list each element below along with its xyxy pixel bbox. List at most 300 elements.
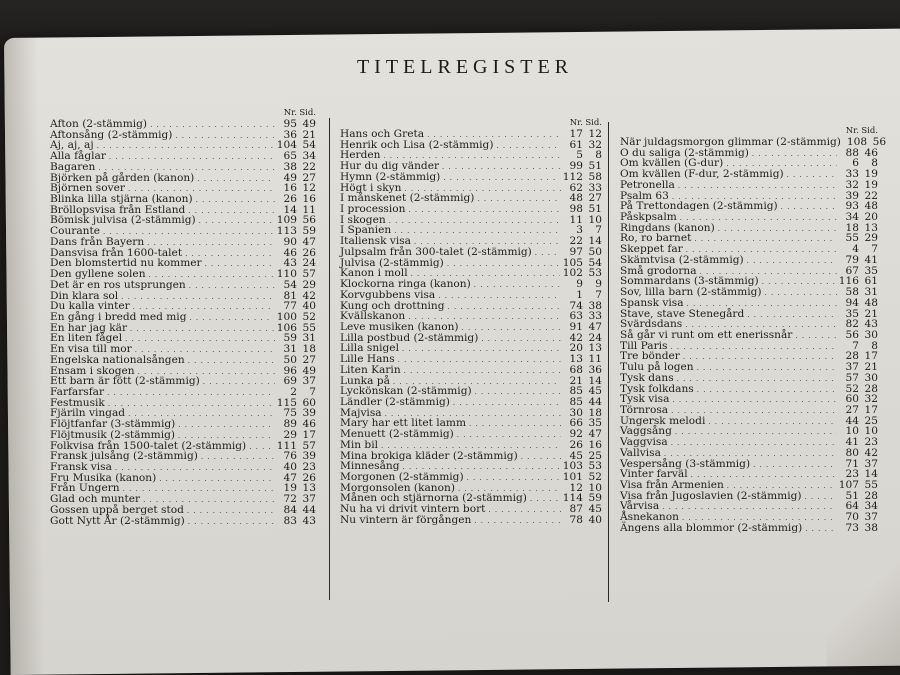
entry-title: I skogen: [340, 213, 386, 226]
dot-leader: [107, 387, 275, 398]
entry-page: 59: [302, 225, 316, 238]
index-column-3: [620, 126, 887, 534]
entry-page: 31: [864, 286, 878, 299]
entry-title: Ungersk melodi: [620, 414, 706, 427]
entry-number: 41: [845, 436, 859, 449]
entry-number: 39: [845, 189, 859, 202]
entry-number: 11: [569, 213, 583, 226]
entry-title: Festmusik: [50, 396, 105, 409]
entry-number: 18: [845, 221, 859, 234]
entry-number: 64: [845, 500, 859, 513]
entry-number: 75: [283, 407, 297, 420]
entry-title: Åsnekanon: [620, 511, 679, 524]
entry-title: Den gyllene solen: [50, 268, 146, 281]
dot-leader: [448, 301, 561, 312]
dot-leader: [697, 384, 837, 395]
entry-title: I procession: [340, 203, 406, 216]
index-entry: [620, 523, 878, 534]
sid-header: Sid.: [585, 118, 602, 128]
entry-number: 57: [845, 371, 859, 384]
dot-leader: [130, 323, 274, 334]
entry-number: 48: [569, 192, 583, 205]
entry-number: 10: [845, 425, 859, 438]
entry-title: Vaggvisa: [620, 436, 668, 449]
dot-leader: [474, 515, 561, 526]
entry-page: 28: [864, 382, 878, 395]
entry-title: Courante: [50, 225, 101, 238]
entry-title: Ländler (2-stämmig): [340, 395, 450, 408]
entry-page: 51: [588, 160, 602, 173]
entry-number: 4: [852, 243, 859, 256]
entry-number: 55: [845, 232, 859, 245]
entry-number: 67: [845, 264, 859, 277]
page-title: TITELREGISTER: [356, 56, 574, 78]
dot-leader: [199, 215, 274, 226]
entry-page: 39: [302, 407, 316, 420]
entry-title: Herden: [340, 149, 381, 162]
entry-page: 21: [302, 128, 316, 141]
entry-title: Skämtvisa (2-stämmig): [620, 253, 744, 266]
dot-leader: [121, 291, 275, 302]
dot-leader: [197, 173, 275, 184]
entry-title: Tysk folkdans: [620, 382, 694, 395]
dot-leader: [453, 397, 561, 408]
entry-number: 59: [283, 332, 297, 345]
entry-number: 93: [845, 200, 859, 213]
entry-title: Lille Hans: [340, 353, 395, 366]
dot-leader: [662, 501, 837, 512]
entry-number: 88: [845, 146, 859, 159]
entry-number: 102: [562, 267, 583, 280]
entry-title: Majvisa: [340, 406, 382, 419]
entry-title: Det är en ros utsprungen: [50, 278, 186, 291]
dot-leader: [438, 290, 561, 301]
entry-number: 66: [569, 417, 583, 430]
entry-page: 48: [864, 200, 878, 213]
entry-number: 73: [845, 521, 859, 534]
entry-number: 9: [576, 278, 583, 291]
entry-page: 57: [302, 268, 316, 281]
dot-leader: [389, 215, 561, 226]
entry-title: Skeppet far: [620, 243, 683, 256]
entry-title: Visa från Jugoslavien (2-stämmig): [620, 489, 802, 502]
entry-number: 46: [283, 246, 297, 259]
entry-title: Björken på gården (kanon): [50, 171, 195, 184]
dot-leader: [481, 333, 561, 344]
dot-leader: [457, 429, 561, 440]
entry-page: 47: [588, 320, 602, 333]
entry-title: Från Ungern: [50, 482, 120, 495]
entry-page: 21: [864, 307, 878, 320]
entry-page: 47: [302, 235, 316, 248]
dot-leader: [98, 162, 275, 173]
entry-number: 109: [276, 214, 297, 227]
entry-page: 56: [302, 214, 316, 227]
entry-page: 7: [595, 288, 602, 301]
dot-leader: [189, 312, 273, 323]
entry-page: 14: [588, 235, 602, 248]
entry-number: 65: [283, 150, 297, 163]
entry-number: 42: [569, 331, 583, 344]
entry-number: 27: [845, 403, 859, 416]
entry-title: Min bil: [340, 438, 378, 451]
entry-page: 21: [864, 361, 878, 374]
dot-leader: [747, 255, 837, 266]
entry-title: När juldagsmorgon glimmar (2-stämmig): [620, 136, 841, 148]
entry-title: Små grodorna: [620, 264, 697, 277]
entry-page: 29: [302, 278, 316, 291]
entry-page: 8: [595, 149, 602, 162]
dot-leader: [795, 330, 837, 341]
entry-page: 32: [588, 138, 602, 151]
dot-leader: [664, 448, 837, 459]
entry-number: 40: [283, 461, 297, 473]
entry-number: 95: [283, 118, 297, 130]
entry-number: 31: [283, 343, 297, 356]
worn-page-corner: [825, 556, 900, 667]
entry-number: 113: [276, 225, 297, 238]
index-entry: [620, 448, 878, 459]
entry-number: 30: [569, 406, 583, 419]
entry-page: 13: [588, 342, 602, 355]
entry-page: 7: [309, 385, 316, 398]
entry-page: 10: [588, 213, 602, 226]
entry-page: 51: [588, 203, 602, 216]
entry-title: Om kvällen (F-dur, 2-stämmig): [620, 168, 784, 181]
entry-page: 37: [864, 457, 878, 470]
entry-page: 25: [864, 414, 878, 427]
entry-title: Klockorna ringa (kanon): [340, 278, 471, 291]
entry-number: 37: [845, 361, 859, 374]
entry-page: 12: [302, 182, 316, 195]
dot-leader: [671, 437, 837, 448]
entry-page: 19: [864, 168, 878, 181]
dot-leader: [747, 309, 837, 320]
index-entry: [340, 365, 602, 376]
entry-page: 24: [302, 257, 316, 270]
entry-page: 44: [302, 503, 316, 516]
entry-number: 115: [276, 396, 297, 409]
entry-number: 2: [290, 385, 297, 398]
entry-page: 27: [588, 192, 602, 205]
entry-page: 41: [864, 253, 878, 266]
entry-number: 90: [283, 235, 297, 248]
entry-number: 82: [845, 318, 859, 331]
dot-leader: [189, 280, 275, 291]
entry-page: 31: [302, 332, 316, 345]
entry-title: Italiensk visa: [340, 235, 411, 248]
entry-title: Stave, stave Stenegård: [620, 307, 745, 320]
dot-leader: [683, 351, 837, 362]
entry-page: 9: [595, 278, 602, 291]
entry-number: 44: [845, 414, 859, 427]
entry-page: 43: [864, 318, 878, 331]
entry-page: 10: [588, 481, 602, 494]
dot-leader: [469, 418, 561, 429]
entry-title: Visa från Armenien: [620, 479, 724, 491]
index-entry: [620, 180, 878, 191]
entry-title: Bagaren: [50, 160, 96, 173]
entry-page: 61: [864, 275, 878, 288]
entry-page: 59: [588, 492, 602, 505]
entry-number: 72: [283, 493, 297, 506]
dot-leader: [187, 505, 275, 516]
entry-title: Ett barn är fött (2-stämmig): [50, 375, 200, 388]
entry-number: 47: [283, 471, 297, 484]
dot-leader: [108, 398, 274, 409]
entry-title: Svärdsdans: [620, 318, 683, 331]
entry-page: 10: [864, 425, 878, 438]
entry-number: 84: [283, 503, 297, 516]
entry-page: 25: [588, 449, 602, 462]
entry-title: Vespersång (3-stämmig): [620, 457, 751, 470]
entry-page: 27: [302, 171, 316, 184]
entry-page: 28: [864, 489, 878, 502]
entry-page: 33: [588, 181, 602, 194]
entry-number: 110: [276, 268, 297, 281]
index-entry: [620, 373, 878, 384]
entry-page: 38: [864, 521, 878, 534]
entry-number: 91: [569, 320, 583, 333]
dot-leader: [694, 233, 837, 244]
dot-leader: [398, 354, 561, 365]
entry-page: 16: [588, 438, 602, 451]
entry-number: 97: [569, 245, 583, 258]
entry-page: 16: [302, 193, 316, 206]
entry-page: 17: [864, 350, 878, 363]
dot-leader: [467, 472, 560, 483]
dot-leader: [805, 491, 837, 502]
entry-page: 7: [871, 243, 878, 256]
entry-number: 114: [562, 492, 583, 505]
index-entry: [340, 515, 602, 526]
entry-number: 85: [569, 395, 583, 408]
entry-page: 45: [588, 385, 602, 398]
dot-leader: [196, 194, 275, 205]
entry-page: 23: [302, 461, 316, 473]
dot-leader: [672, 394, 837, 405]
entry-page: 22: [864, 189, 878, 202]
entry-number: 78: [569, 513, 583, 526]
entry-title: Påskpsalm: [620, 211, 677, 224]
dot-leader: [205, 258, 275, 269]
dot-leader: [175, 130, 275, 141]
dot-leader: [159, 473, 275, 484]
entry-page: 8: [871, 157, 878, 170]
dot-leader: [475, 386, 561, 397]
entry-title: Aftonsång (2-stämmig): [50, 128, 173, 141]
entry-page: 17: [864, 403, 878, 416]
entry-title: Sommardans (3-stämmig): [620, 275, 759, 288]
entry-number: 111: [276, 439, 297, 452]
entry-page: 32: [864, 393, 878, 406]
entry-title: Lilla snigel: [340, 342, 399, 355]
entry-number: 22: [569, 235, 583, 248]
sid-header: Sid.: [299, 108, 316, 118]
entry-title: Till Paris: [620, 339, 668, 352]
entry-title: Korvgubbens visa: [340, 288, 436, 301]
entry-page: 23: [864, 436, 878, 449]
entry-number: 70: [845, 511, 859, 524]
entry-number: 45: [569, 449, 583, 462]
entry-page: 42: [864, 446, 878, 459]
entry-title: Ensam i skogen: [50, 364, 135, 377]
entry-number: 63: [569, 310, 583, 323]
entry-title: Liten Karin: [340, 363, 401, 376]
entry-page: 34: [864, 500, 878, 513]
entry-number: 35: [845, 307, 859, 320]
entry-title: Om kvällen (G-dur): [620, 157, 724, 170]
entry-title: Farfarsfar: [50, 385, 105, 398]
dot-leader: [178, 430, 275, 441]
entry-number: 19: [283, 482, 297, 495]
dot-leader: [381, 440, 561, 451]
entry-number: 92: [569, 428, 583, 441]
entry-title: Henrik och Lisa (2-stämmig): [340, 138, 494, 151]
entry-title: Tysk visa: [620, 393, 670, 406]
entry-page: 52: [588, 471, 602, 483]
entry-title: Nu ha vi drivit vintern bort: [340, 503, 486, 516]
entry-number: 89: [283, 418, 297, 431]
entry-page: 40: [588, 513, 602, 526]
entry-number: 107: [838, 479, 859, 491]
entry-page: 30: [864, 371, 878, 384]
entry-title: Psalm 63: [620, 189, 669, 202]
dot-leader: [718, 223, 837, 234]
dot-leader: [97, 140, 274, 151]
entry-title: Bömisk julvisa (2-stämmig): [50, 214, 196, 227]
entry-page: 24: [588, 331, 602, 344]
entry-number: 94: [845, 296, 859, 309]
dot-leader: [697, 362, 837, 373]
dot-leader: [249, 441, 274, 452]
entry-title: Så går vi runt om ett enerissnår: [620, 328, 793, 341]
dot-leader: [402, 343, 561, 354]
entry-title: Mina brokiga kläder (2-stämmig): [340, 449, 518, 462]
entry-page: 38: [588, 299, 602, 312]
entry-title: Mary har ett litet lamm: [340, 417, 467, 430]
dot-leader: [787, 169, 837, 180]
dot-leader: [496, 140, 561, 151]
entry-number: 3: [576, 224, 583, 237]
dot-leader: [442, 161, 561, 172]
entry-page: 34: [302, 150, 316, 163]
index-entry: [50, 430, 316, 441]
dot-leader: [805, 523, 837, 534]
entry-title: Alla fåglar: [50, 150, 106, 163]
entry-number: 1: [576, 288, 583, 301]
dot-leader: [678, 180, 837, 191]
entry-page: 39: [302, 450, 316, 463]
entry-page: 26: [302, 471, 316, 484]
dot-leader: [535, 247, 561, 258]
entry-title: Fru Musika (kanon): [50, 471, 157, 484]
entry-page: 49: [302, 364, 316, 377]
entry-page: 58: [588, 170, 602, 183]
entry-number: 56: [845, 328, 859, 341]
index-entry: [340, 429, 602, 440]
index-entry: [50, 516, 316, 527]
dot-leader: [394, 225, 561, 236]
entry-number: 116: [838, 275, 859, 288]
entry-page: 46: [864, 146, 878, 159]
index-column-1: [50, 108, 316, 526]
entry-title: Minnesång: [340, 460, 400, 473]
entry-page: 55: [302, 321, 316, 334]
entry-title: Ängens alla blommor (2-stämmig): [620, 521, 803, 534]
entry-page: 57: [302, 439, 316, 452]
entry-title: Högt i skyn: [340, 181, 402, 194]
entry-title: Glad och munter: [50, 493, 141, 506]
entry-number: 99: [569, 160, 583, 173]
entry-number: 50: [283, 353, 297, 366]
entry-number: 58: [845, 286, 859, 299]
entry-title: Kanon i moll: [340, 267, 408, 280]
entry-page: 44: [588, 395, 602, 408]
index-entry: [620, 298, 878, 309]
entry-page: 18: [588, 406, 602, 419]
entry-number: 54: [283, 278, 297, 291]
dot-leader: [765, 287, 837, 298]
index-entry: [50, 280, 316, 291]
entry-title: Lyckönskan (2-stämmig): [340, 385, 472, 398]
entry-number: 71: [845, 457, 859, 470]
entry-title: Törnrosa: [620, 403, 669, 416]
entry-title: Månen och stjärnorna (2-stämmig): [340, 492, 527, 505]
entry-page: 13: [302, 482, 316, 495]
nr-header: Nr.: [283, 108, 297, 118]
entry-number: 23: [845, 468, 859, 481]
entry-page: 20: [864, 211, 878, 224]
entry-page: 48: [864, 296, 878, 309]
entry-page: 7: [595, 224, 602, 237]
entry-number: 100: [276, 310, 297, 323]
entry-page: 56: [872, 136, 887, 148]
entry-title: Hymn (2-stämmig): [340, 170, 441, 183]
entry-number: 76: [283, 450, 297, 463]
entry-page: 14: [588, 374, 602, 387]
entry-number: 104: [276, 139, 297, 152]
entry-number: 98: [569, 203, 583, 216]
entry-page: 55: [864, 479, 878, 491]
entry-page: 47: [588, 428, 602, 441]
index-entry: [50, 162, 316, 173]
entry-title: Nu vintern är förgången: [340, 513, 472, 526]
entry-title: Vårvisa: [620, 500, 660, 513]
entry-title: Tre bönder: [620, 350, 680, 363]
entry-title: Du kalla vinter: [50, 300, 130, 313]
index-column-2: [340, 118, 602, 526]
entry-title: Kung och drottning: [340, 299, 445, 312]
entry-number: 105: [562, 256, 583, 269]
dot-leader: [203, 376, 275, 387]
entry-title: På Trettondagen (2-stämmig): [620, 200, 778, 213]
entry-title: Julvisa (2-stämmig): [340, 256, 444, 269]
entry-page: 29: [864, 232, 878, 245]
entry-number: 69: [283, 375, 297, 388]
entry-number: 21: [569, 374, 583, 387]
entry-page: 13: [864, 221, 878, 234]
entry-page: 49: [302, 118, 316, 130]
entry-page: 14: [864, 468, 878, 481]
entry-title: Hans och Greta: [340, 128, 425, 140]
entry-page: 35: [864, 264, 878, 277]
entry-title: Morgonen (2-stämmig): [340, 471, 464, 483]
dot-leader: [123, 483, 275, 494]
entry-number: 112: [562, 170, 583, 183]
entry-number: 52: [845, 382, 859, 395]
entry-number: 51: [845, 489, 859, 502]
